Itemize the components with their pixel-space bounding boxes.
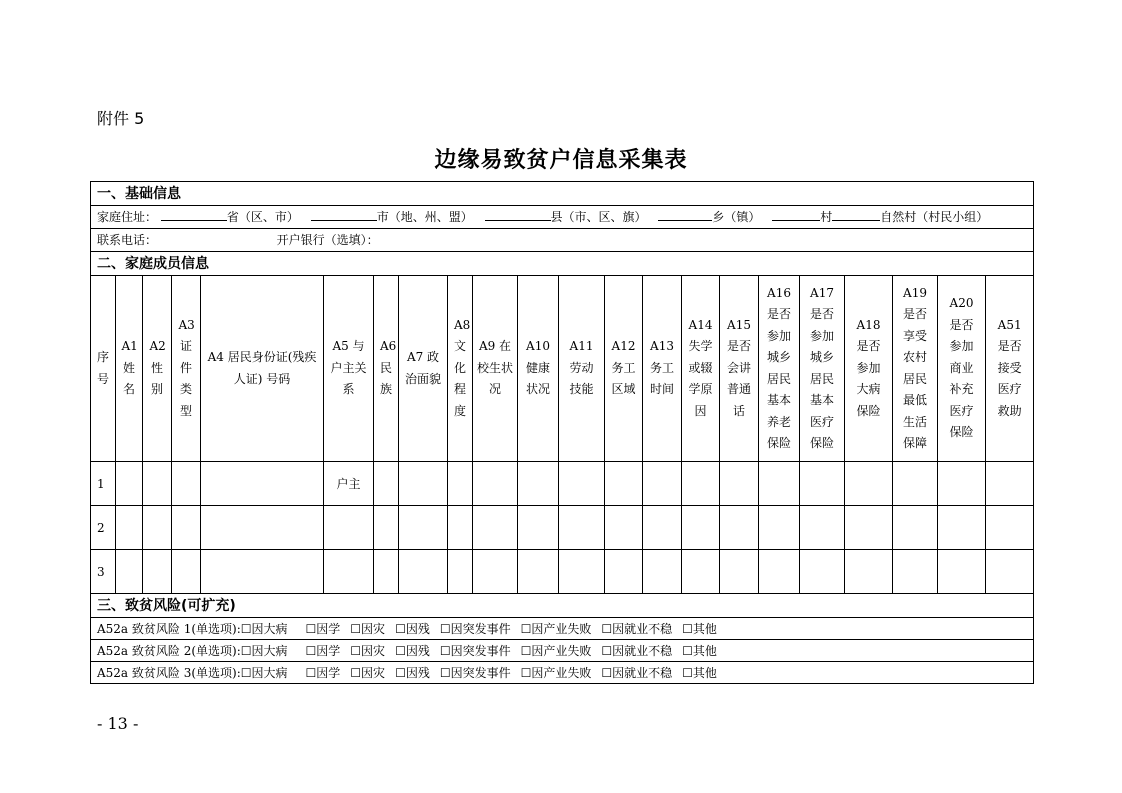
relation-cell[interactable]: 户主: [324, 462, 374, 506]
option-study[interactable]: ☐因学: [305, 621, 341, 636]
option-industry[interactable]: ☐因产业失败: [520, 665, 592, 680]
gender-cell[interactable]: [143, 550, 172, 594]
info-collection-form: [90, 181, 1034, 684]
id-number-cell[interactable]: [201, 506, 324, 550]
risk-row-2: [91, 640, 1034, 662]
risk-row-3: [91, 662, 1034, 684]
option-illness[interactable]: ☐因大病: [240, 621, 288, 636]
id-type-cell[interactable]: [172, 550, 201, 594]
col-header: A5 与户主关系: [324, 276, 374, 462]
county-blank[interactable]: [485, 208, 551, 221]
col-header: A9 在校生状况: [473, 276, 518, 462]
col-header: A20是否参加商业补充医疗保险: [938, 276, 986, 462]
col-header: A13务工时间: [643, 276, 682, 462]
col-header: A16是否参加城乡居民基本养老保险: [759, 276, 800, 462]
village-label: 村: [820, 210, 833, 224]
col-header: A17是否参加城乡居民基本医疗保险: [800, 276, 845, 462]
table-row: [91, 550, 1034, 594]
col-header: A12务工区域: [605, 276, 643, 462]
name-cell[interactable]: [116, 506, 143, 550]
col-header: A19是否享受农村居民最低生活保障: [893, 276, 938, 462]
id-number-cell[interactable]: [201, 462, 324, 506]
attachment-label: 附件 5: [97, 109, 145, 128]
phone-label: 联系电话：: [97, 233, 158, 247]
option-industry[interactable]: ☐因产业失败: [520, 643, 592, 658]
option-illness[interactable]: ☐因大病: [240, 643, 288, 658]
option-disaster[interactable]: ☐因灾: [350, 621, 386, 636]
city-blank[interactable]: [311, 208, 377, 221]
option-disability[interactable]: ☐因残: [395, 643, 430, 658]
gender-cell[interactable]: [143, 462, 172, 506]
col-header: 序号: [91, 276, 116, 462]
option-emergency[interactable]: ☐因突发事件: [439, 621, 511, 636]
option-disability[interactable]: ☐因残: [395, 621, 430, 636]
id-type-cell[interactable]: [172, 506, 201, 550]
option-industry[interactable]: ☐因产业失败: [520, 621, 592, 636]
county-label: 县（市、区、旗）: [550, 210, 647, 224]
col-header: A11劳动技能: [559, 276, 605, 462]
col-header: A2性别: [143, 276, 172, 462]
row-index: 1: [91, 462, 116, 506]
row-index: 2: [91, 506, 116, 550]
province-blank[interactable]: [161, 208, 227, 221]
col-header: A10健康状况: [518, 276, 559, 462]
option-employment[interactable]: ☐因就业不稳: [601, 643, 673, 658]
option-other[interactable]: ☐其他: [682, 665, 717, 680]
option-illness[interactable]: ☐因大病: [240, 665, 288, 680]
section2-heading: 二、家庭成员信息: [91, 252, 1034, 276]
city-label: 市（地、州、盟）: [376, 210, 473, 224]
member-header-row: [91, 276, 1034, 462]
col-header: A15是否会讲普通话: [720, 276, 759, 462]
option-other[interactable]: ☐其他: [682, 621, 717, 636]
col-header: A14失学或辍学原因: [682, 276, 720, 462]
option-emergency[interactable]: ☐因突发事件: [439, 665, 511, 680]
section3-heading: 三、致贫风险(可扩充): [91, 594, 1034, 618]
contact-row: [91, 229, 1034, 252]
col-header: A51是否接受医疗救助: [986, 276, 1034, 462]
option-employment[interactable]: ☐因就业不稳: [601, 665, 673, 680]
col-header: A6民族: [374, 276, 399, 462]
option-study[interactable]: ☐因学: [305, 643, 341, 658]
province-label: 省（区、市）: [226, 210, 299, 224]
page-number: - 13 -: [97, 714, 139, 733]
col-header: A18是否参加大病保险: [845, 276, 893, 462]
col-header: A1姓名: [116, 276, 143, 462]
township-label: 乡（镇）: [712, 210, 761, 224]
table-row: [91, 462, 1034, 506]
section1-heading: 一、基础信息: [91, 182, 1034, 206]
option-study[interactable]: ☐因学: [305, 665, 341, 680]
risk-label: A52a 致贫风险 3(单选项):: [97, 665, 241, 680]
group-blank[interactable]: [832, 208, 880, 221]
bank-label: 开户银行（选填）：: [276, 233, 379, 247]
col-header: A3证件类型: [172, 276, 201, 462]
risk-label: A52a 致贫风险 2(单选项):: [97, 643, 241, 658]
col-header: A7 政治面貌: [399, 276, 448, 462]
table-row: [91, 506, 1034, 550]
row-index: 3: [91, 550, 116, 594]
col-header: A8文化程度: [448, 276, 473, 462]
group-label: 自然村（村民小组）: [880, 210, 989, 224]
page-title: 边缘易致贫户信息采集表: [434, 147, 688, 173]
name-cell[interactable]: [116, 550, 143, 594]
id-type-cell[interactable]: [172, 462, 201, 506]
risk-label: A52a 致贫风险 1(单选项):: [97, 621, 241, 636]
option-disaster[interactable]: ☐因灾: [350, 643, 386, 658]
option-employment[interactable]: ☐因就业不稳: [601, 621, 673, 636]
relation-cell[interactable]: [324, 550, 374, 594]
address-row: [91, 206, 1034, 229]
col-header: A4 居民身份证(残疾人证) 号码: [201, 276, 324, 462]
address-label: 家庭住址：: [97, 210, 158, 224]
relation-cell[interactable]: [324, 506, 374, 550]
risk-row-1: [91, 618, 1034, 640]
township-blank[interactable]: [658, 208, 712, 221]
option-disability[interactable]: ☐因残: [395, 665, 430, 680]
id-number-cell[interactable]: [201, 550, 324, 594]
option-other[interactable]: ☐其他: [682, 643, 717, 658]
gender-cell[interactable]: [143, 506, 172, 550]
name-cell[interactable]: [116, 462, 143, 506]
option-emergency[interactable]: ☐因突发事件: [439, 643, 511, 658]
option-disaster[interactable]: ☐因灾: [350, 665, 386, 680]
village-blank[interactable]: [772, 208, 820, 221]
